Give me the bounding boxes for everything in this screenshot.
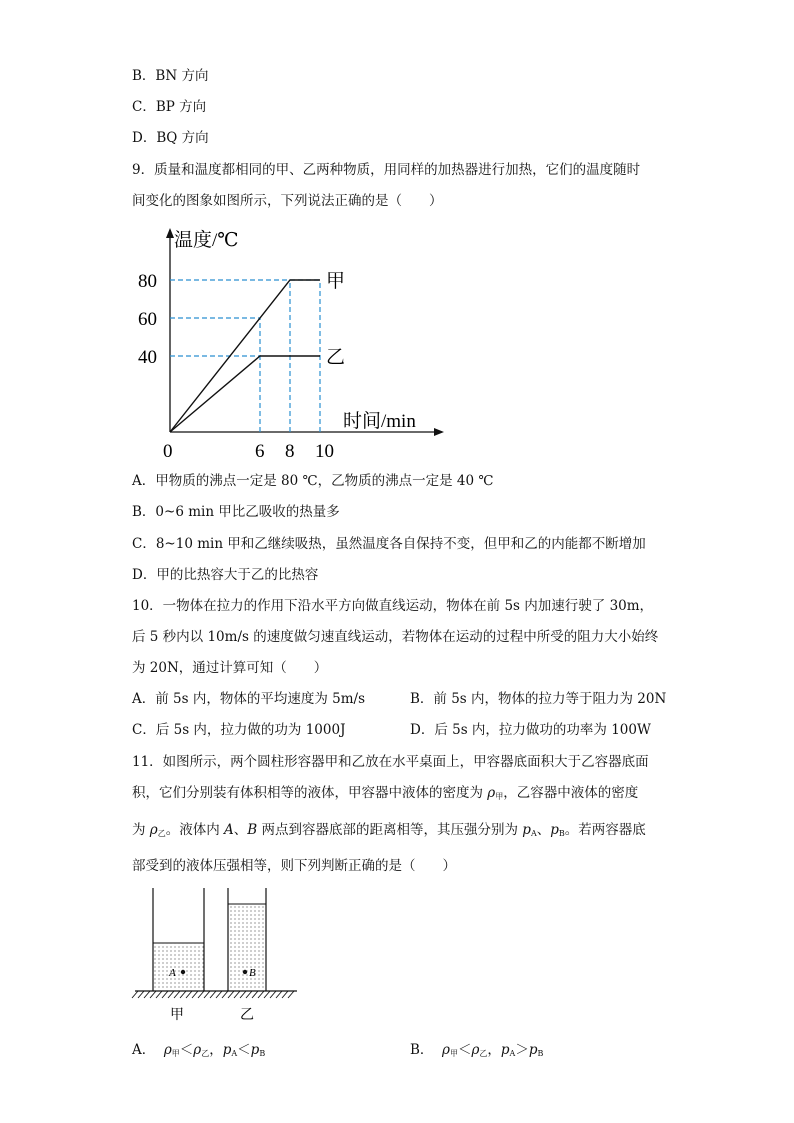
hatch-stroke [198,991,204,998]
hatch-stroke [144,991,150,998]
q11-stem-line3: 为 $\rho_乙$。液体内 A、B 两点到容器底部的距离相等，其压强分别为 $p_A$、$p_B$。若两容器底 [132,822,646,838]
x-tick-label: 6 [255,441,265,462]
hatch-stroke [162,991,168,998]
series-line-yi [170,356,320,432]
hatch-stroke [288,991,294,998]
q9-option-a: A．甲物质的沸点一定是 80 ℃，乙物质的沸点一定是 40 ℃ [132,473,494,489]
q10-option-a: A．前 5s 内，物体的平均速度为 5m/s [132,691,366,707]
origin-label: 0 [163,441,173,462]
x-axis-label: 时间/min [343,411,416,432]
x-tick-label: 10 [315,441,334,462]
hatch-stroke [180,991,186,998]
liquid-yi [228,904,266,991]
y-axis-label: 温度/℃ [174,230,239,251]
x-tick-label: 8 [285,441,295,462]
point-a-label: A [169,967,176,979]
hatch-stroke [210,991,216,998]
q9-stem-line2: 间变化的图象如图所示，下列说法正确的是（ ） [132,193,443,209]
hatch-stroke [204,991,210,998]
series-label-yi: 乙 [326,347,346,368]
q8-option-c: C．BP 方向 [132,99,207,115]
hatch-stroke [174,991,180,998]
table-hatching [132,991,294,998]
y-tick-label: 60 [138,309,157,330]
hatch-stroke [234,991,240,998]
hatch-stroke [222,991,228,998]
container-yi [228,888,266,991]
q8-option-b: B．BN 方向 [132,68,209,84]
q9-option-d: D．甲的比热容大于乙的比热容 [132,567,319,583]
q10-stem-line1: 10．一物体在拉力的作用下沿水平方向做直线运动，物体在前 5s 内加速行驶了 30m， [132,598,654,614]
liquid-jia [153,943,204,991]
label-yi: 乙 [240,1008,254,1023]
q10-option-d: D．后 5s 内，拉力做功的功率为 100W [410,722,651,738]
series-label-jia: 甲 [326,271,346,292]
q11-option-b: B． $\rho_甲<\rho_乙$，$p_A>p_B$ [410,1042,544,1058]
y-tick-label: 40 [138,347,157,368]
q11-option-a: A． $\rho_甲<\rho_乙$，$p_A<p_B$ [132,1042,266,1058]
hatch-stroke [264,991,270,998]
hatch-stroke [138,991,144,998]
q9-stem-line1: 9．质量和温度都相同的甲、乙两种物质，用同样的加热器进行加热，它们的温度随时 [132,162,641,178]
hatch-stroke [252,991,258,998]
point-a [181,970,185,974]
q11-stem-line4: 部受到的液体压强相等，则下列判断正确的是（ ） [132,858,456,874]
hatch-stroke [240,991,246,998]
hatch-stroke [228,991,234,998]
hatch-stroke [270,991,276,998]
q9-option-c: C．8~10 min 甲和乙继续吸热，虽然温度各自保持不变，但甲和乙的内能都不断增加 [132,536,646,552]
hatch-stroke [276,991,282,998]
q8-option-d: D．BQ 方向 [132,130,209,146]
q11-stem-line1: 11．如图所示，两个圆柱形容器甲和乙放在水平桌面上，甲容器底面积大于乙容器底面 [132,754,649,770]
hatch-stroke [150,991,156,998]
hatch-stroke [192,991,198,998]
hatch-stroke [258,991,264,998]
hatch-stroke [132,991,138,998]
hatch-stroke [216,991,222,998]
q10-option-b: B．前 5s 内，物体的拉力等于阻力为 20N [410,691,667,707]
q9-option-b: B．0~6 min 甲比乙吸收的热量多 [132,504,340,520]
container-jia [153,888,204,991]
q11-containers-figure [130,886,305,1026]
hatch-stroke [156,991,162,998]
y-axis-arrow [166,228,174,238]
q11-stem-line2: 积，它们分别装有体积相等的液体，甲容器中液体的密度为 $\rho_甲$，乙容器中液体的密度 [132,785,639,801]
x-axis-arrow [434,428,444,436]
point-b-label: B [249,967,256,979]
y-tick-label: 80 [138,271,157,292]
hatch-stroke [186,991,192,998]
q10-stem-line2: 后 5 秒内以 10m/s 的速度做匀速直线运动，若物体在运动的过程中所受的阻力大小始终 [132,629,659,645]
q10-option-c: C．后 5s 内，拉力做的功为 1000J [132,722,346,738]
q10-stem-line3: 为 20N，通过计算可知（ ） [132,660,328,676]
label-jia: 甲 [170,1008,184,1023]
q9-temperature-chart [130,222,450,467]
hatch-stroke [282,991,288,998]
hatch-stroke [246,991,252,998]
hatch-stroke [168,991,174,998]
point-b [243,970,247,974]
